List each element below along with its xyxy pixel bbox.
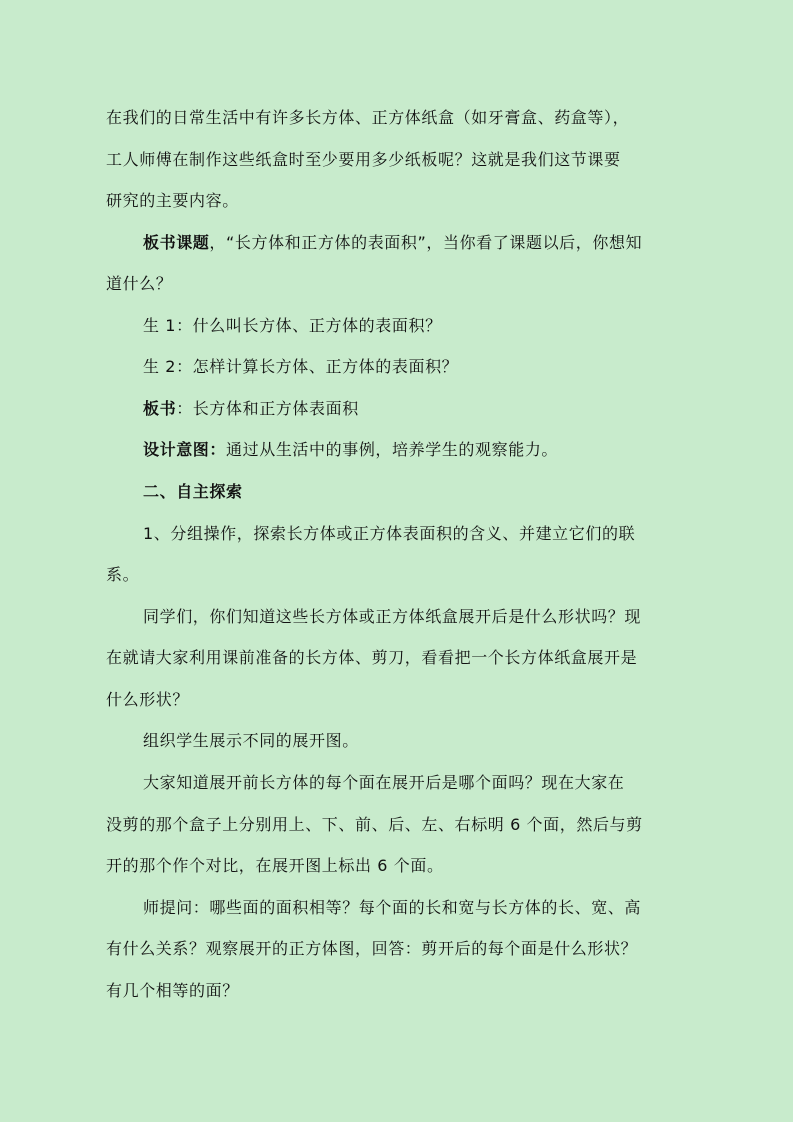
- paragraph-teacher-question-line-2: 有什么关系？观察展开的正方体图，回答：剪开后的每个面是什么形状？: [106, 939, 638, 958]
- paragraph-faces-line-1: 大家知道展开前长方体的每个面在展开后是哪个面吗？现在大家在: [143, 773, 625, 792]
- paragraph-teacher-question-line-3: 有几个相等的面？: [106, 981, 239, 1000]
- design-intent: [143, 440, 558, 460]
- paragraph-teacher-question-line-1: 师提问：哪些面的面积相等？每个面的长和宽与长方体的长、宽、高: [143, 898, 642, 917]
- section-heading-explore: 二、自主探索: [143, 482, 243, 501]
- paragraph-intro-line-3: 研究的主要内容。: [106, 191, 239, 210]
- paragraph-show-nets: 组织学生展示不同的展开图。: [143, 731, 359, 750]
- paragraph-group-operation-line-2: 系。: [106, 565, 140, 584]
- board-writing: [143, 399, 359, 419]
- paragraph-lesson-title-line-2: 道什么？: [106, 274, 173, 293]
- lesson-title-text: ，“长方体和正方体的表面积”，当你看了课题以后，你想知: [209, 233, 643, 252]
- paragraph-question-line-2: 在就请大家利用课前准备的长方体、剪刀，看看把一个长方体纸盒展开是: [106, 648, 638, 667]
- student-answer-2: 生 2：怎样计算长方体、正方体的表面积？: [143, 357, 459, 376]
- design-intent-text: 通过从生活中的事例，培养学生的观察能力。: [226, 440, 559, 459]
- paragraph-faces-line-2: 没剪的那个盒子上分别用上、下、前、后、左、右标明 6 个面，然后与剪: [106, 815, 643, 834]
- paragraph-intro-line-2: 工人师傅在制作这些纸盒时至少要用多少纸板呢？这就是我们这节课要: [106, 150, 621, 169]
- paragraph-lesson-title-line-1: [143, 233, 642, 253]
- board-title-label: 板书课题: [143, 233, 210, 252]
- paragraph-question-line-1: 同学们，你们知道这些长方体或正方体纸盒展开后是什么形状吗？现: [143, 607, 642, 626]
- student-answer-1: 生 1：什么叫长方体、正方体的表面积？: [143, 316, 442, 335]
- paragraph-intro-line-1: 在我们的日常生活中有许多长方体、正方体纸盒（如牙膏盒、药盒等），: [106, 108, 630, 127]
- paragraph-group-operation-line-1: 1、分组操作，探索长方体或正方体表面积的含义、并建立它们的联: [143, 524, 636, 543]
- board-writing-label: 板书: [143, 399, 177, 418]
- board-writing-text: ：长方体和正方体表面积: [176, 399, 359, 418]
- paragraph-faces-line-3: 开的那个作个对比，在展开图上标出 6 个面。: [106, 856, 444, 875]
- design-intent-label: 设计意图：: [143, 440, 227, 459]
- paragraph-question-line-3: 什么形状？: [106, 690, 190, 709]
